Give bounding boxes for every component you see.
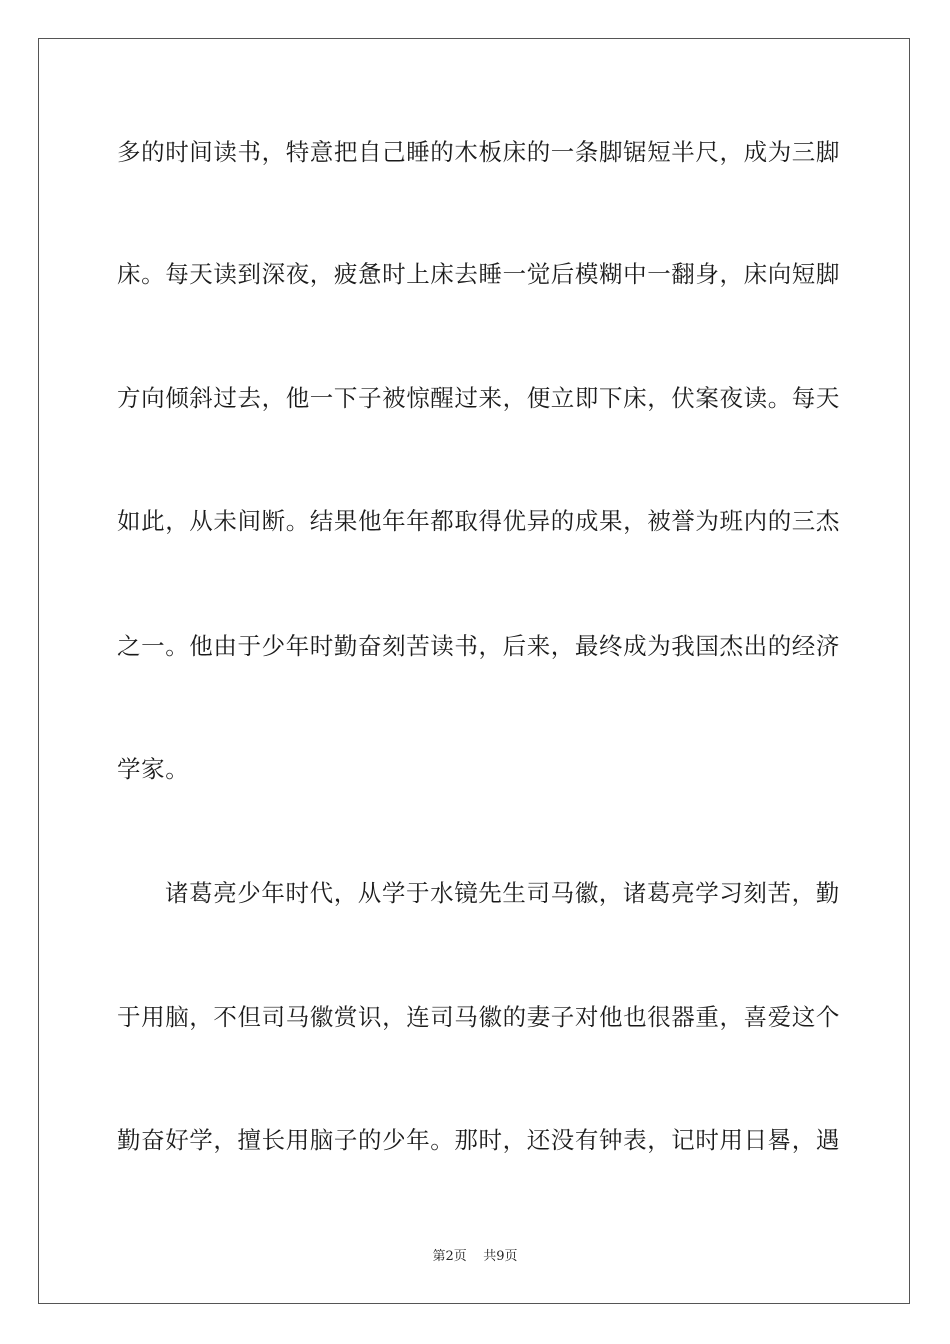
body-line-4: 如此，从未间断。结果他年年都取得优异的成果，被誉为班内的三杰: [117, 507, 840, 535]
paragraph-2-line-1: 诸葛亮少年时代，从学于水镜先生司马徽，诸葛亮学习刻苦，勤: [165, 879, 840, 907]
body-line-5: 之一。他由于少年时勤奋刻苦读书，后来，最终成为我国杰出的经济: [117, 632, 840, 660]
page-number-footer: 第2页 共9页: [432, 1249, 518, 1264]
paragraph-2-line-3: 勤奋好学，擅长用脑子的少年。那时，还没有钟表，记时用日晷，遇: [117, 1126, 840, 1154]
body-line-6: 学家。: [117, 755, 190, 783]
body-line-3: 方向倾斜过去，他一下子被惊醒过来，便立即下床，伏案夜读。每天: [117, 384, 840, 412]
body-line-2: 床。每天读到深夜，疲惫时上床去睡一觉后模糊中一翻身，床向短脚: [117, 260, 840, 288]
paragraph-2-line-2: 于用脑，不但司马徽赏识，连司马徽的妻子对他也很器重，喜爱这个: [117, 1003, 840, 1031]
body-line-1: 多的时间读书，特意把自己睡的木板床的一条脚锯短半尺，成为三脚: [117, 138, 840, 166]
page-border: [38, 38, 910, 1304]
